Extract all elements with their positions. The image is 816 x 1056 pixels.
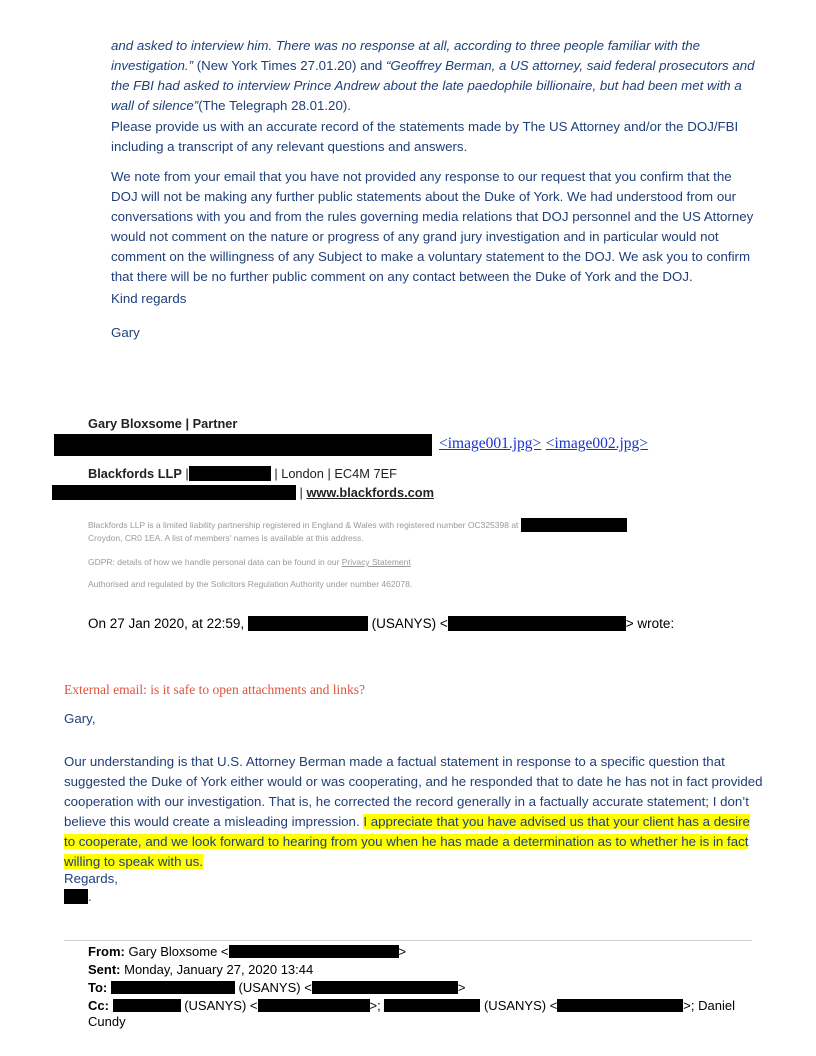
- firm-city-postcode: | London | EC4M 7EF: [270, 466, 397, 481]
- bracket: >: [398, 944, 407, 959]
- redaction-block: [258, 999, 370, 1012]
- redaction-block: [229, 945, 399, 958]
- header-cc-row: [88, 998, 768, 1030]
- closing-line: Kind regards: [111, 291, 187, 306]
- header-to-row: [88, 980, 768, 996]
- reply-body-text: Our understanding is that U.S. Attorney Berman made a factual statement in response to a specific question that suggested the Duke of York either would or was cooperating, and he responded that to date he has not in fact provided cooperation with our investigation. That is, he corrected the record generally in a factually accurate statement; I don’t believe this would create a misleading impression.: [64, 754, 763, 829]
- redaction-block: [448, 616, 626, 631]
- separator: >;: [369, 998, 381, 1013]
- signature-name-title: Gary Bloxsome | Partner: [88, 416, 238, 431]
- reply-attribution-line: [88, 616, 674, 631]
- firm-address-line: [88, 466, 397, 481]
- signature-image-links: [439, 435, 648, 453]
- header-from-row: [88, 944, 768, 960]
- redaction-block: [521, 518, 627, 532]
- gdpr-notice: [88, 556, 738, 568]
- redaction-block: [557, 999, 683, 1012]
- reply-greeting: Gary,: [64, 711, 96, 726]
- sent-label: Sent:: [88, 962, 121, 977]
- cc-label: Cc:: [88, 998, 109, 1013]
- wrote-label: > wrote:: [625, 616, 675, 631]
- registration-text: Blackfords LLP is a limited liability partnership registered in England & Wales with registered number OC325398 at: [88, 520, 519, 530]
- website-link[interactable]: www.blackfords.com: [306, 485, 434, 500]
- highlighted-reply-text: I appreciate that you have advised us that your client has a desire to cooperate, and we look forward to hearing from you when he has made a determination as to whether he is in fact willing to speak with us.: [64, 814, 750, 869]
- reply-regards: Regards,: [64, 871, 118, 886]
- cc-org: (USANYS) <: [480, 998, 558, 1013]
- nyt-quote: and asked to interview him. There was no response at all, according to three people familiar with the investigation.”: [111, 38, 701, 73]
- cc-org: (USANYS) <: [180, 998, 258, 1013]
- reply-signature: [64, 889, 92, 904]
- telegraph-source: (The Telegraph 28.01.20).: [198, 98, 351, 113]
- signature-period: .: [88, 889, 92, 904]
- sra-notice: Authorised and regulated by the Solicitors Regulation Authority under number 462078.: [88, 579, 413, 589]
- telegraph-quote: “Geoffrey Berman, a US attorney, said federal prosecutors and the FBI had asked to interview Prince Andrew about the late paedophile billionaire, but had been met with a wall of silence”: [111, 58, 755, 113]
- header-divider: [64, 940, 752, 941]
- reply-body: [64, 752, 764, 872]
- from-label: From:: [88, 944, 125, 959]
- separator: |: [181, 466, 189, 481]
- no-response-paragraph: We note from your email that you have not provided any response to our request that you confirm that the DOJ will not be making any further public statements about the Duke of York. We had understood from our conversations with you and from the rules governing media relations that DOJ personnel and the US Attorney would not comment on the nature or progress of any grand jury investigation and in particular would not comment on the willingness of any Subject to make a voluntary statement to the DOJ. We ask you to confirm that there will be no further public comment on any contact between the Duke of York and the DOJ.: [111, 169, 754, 284]
- header-sent-row: [88, 962, 768, 978]
- nyt-source: (New York Times 27.01.20) and: [193, 58, 386, 73]
- image001-link[interactable]: <image001.jpg>: [439, 435, 542, 452]
- firm-contact-line: [52, 485, 434, 500]
- redaction-block: [312, 981, 458, 994]
- to-label: To:: [88, 980, 108, 995]
- redaction-block: [113, 999, 181, 1012]
- quoted-press-paragraph: [111, 36, 761, 116]
- sender-org: (USANYS) <: [367, 616, 448, 631]
- redaction-block: [111, 981, 235, 994]
- sent-value: Monday, January 27, 2020 13:44: [120, 962, 314, 977]
- gdpr-text: GDPR: details of how we handle personal data can be found in our: [88, 557, 342, 567]
- redaction-block: [384, 999, 480, 1012]
- redaction-block: [52, 485, 296, 500]
- redaction-block: [64, 889, 88, 904]
- image002-link[interactable]: <image002.jpg>: [545, 435, 649, 452]
- separator: |: [296, 485, 307, 500]
- redaction-block: [189, 466, 271, 481]
- from-value: Gary Bloxsome <: [124, 944, 229, 959]
- signoff-name: Gary: [111, 325, 140, 340]
- registration-address-text: Croydon, CR0 1EA. A list of members' names is available at this address.: [88, 533, 364, 543]
- registration-notice: [88, 518, 738, 544]
- firm-name: Blackfords LLP: [88, 466, 182, 481]
- record-request-paragraph: Please provide us with an accurate record of the statements made by The US Attorney and/or the DOJ/FBI including a transcript of any relevant questions and answers.: [111, 119, 739, 154]
- redaction-block: [54, 434, 432, 456]
- to-org: (USANYS) <: [234, 980, 312, 995]
- privacy-statement-link[interactable]: Privacy Statement: [341, 557, 411, 567]
- bracket: >: [457, 980, 466, 995]
- cc-tail: >; Daniel Cundy: [88, 998, 735, 1029]
- redaction-block: [248, 616, 368, 631]
- reply-date: On 27 Jan 2020, at 22:59,: [88, 616, 245, 631]
- external-email-warning: External email: is it safe to open attachments and links?: [64, 682, 366, 697]
